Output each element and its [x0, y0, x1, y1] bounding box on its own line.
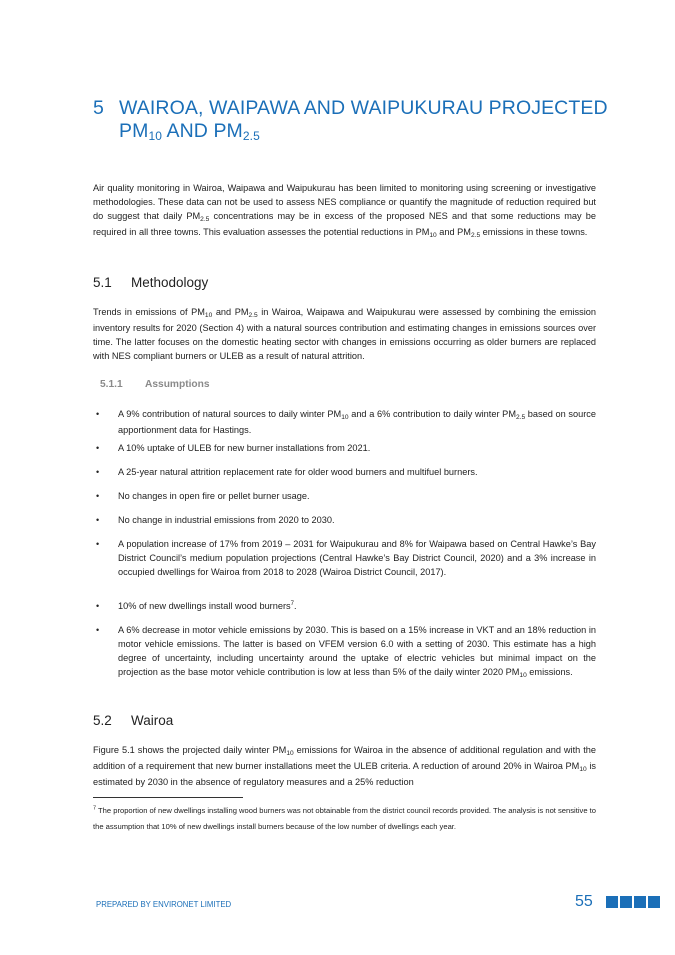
methodology-text-2: and PM: [212, 307, 249, 317]
intro-sub-1: 2.5: [200, 215, 210, 223]
assumption-1-sub-1: 10: [341, 413, 349, 421]
intro-text-1: Air quality monitoring in Wairoa, Waipawa and Waipukurau has been limited to monitoring using screening or investigative methodologies. These data can not be used to assess NES compliance or quantify the magnitude of reduction required but do suggest that daily PM: [93, 183, 596, 221]
assumption-item: [96, 407, 596, 437]
section-title-and: AND PM: [162, 120, 243, 142]
assumption-item: [96, 513, 596, 527]
footnote: [93, 803, 596, 834]
assumption-1-text-c: based on source apportionment data for Hastings.: [118, 409, 596, 435]
intro-text-2: concentrations may be in excess of the proposed NES and that some reductions may be required in all three towns. This evaluation assesses the potential reductions in PM: [93, 211, 596, 237]
assumption-7-text-a: 10% of new dwellings install wood burners: [118, 601, 291, 611]
bullet-icon: •: [96, 539, 100, 549]
bullet-icon: •: [96, 409, 100, 419]
page-number: 55: [575, 893, 593, 910]
methodology-sub-1: 10: [204, 311, 213, 319]
footer-square: [620, 896, 632, 908]
methodology-title: Methodology: [131, 275, 209, 290]
assumptions-heading: [100, 379, 210, 390]
assumption-item: [96, 537, 596, 579]
methodology-text-1: Trends in emissions of PM: [93, 307, 205, 317]
bullet-icon: •: [96, 491, 100, 501]
wairoa-sub-1: 10: [286, 749, 294, 757]
section-title-line1: WAIROA, WAIPAWA AND WAIPUKURAU PROJECTED: [119, 97, 608, 119]
intro-sub-2: 10: [429, 231, 437, 239]
section-title-pm: PM: [119, 120, 149, 142]
methodology-text-3: in Wairoa, Waipawa and Waipukurau were assessed by combining the emission inventory results for 2020 (Section 4) with a natural sources contribution and estimating changes in emissions sources over time. The latter focuses on the domestic heating sector with changes in emissions occurring as older burners are replaced with NES compliant burners or ULEB as a result of natural attrition.: [93, 307, 596, 361]
bullet-icon: •: [96, 443, 100, 453]
footer-prepared-by: PREPARED BY ENVIRONET LIMITED: [96, 900, 232, 909]
bullet-icon: •: [96, 601, 100, 611]
methodology-paragraph: [93, 305, 596, 363]
assumption-7-text-b: .: [293, 601, 297, 611]
assumption-4-text: No changes in open fire or pellet burner usage.: [118, 491, 310, 501]
wairoa-sub-2: 10: [579, 765, 587, 773]
section-title-sub1: 10: [148, 129, 163, 143]
bullet-icon: •: [96, 625, 100, 635]
bullet-icon: •: [96, 515, 100, 525]
wairoa-heading: [93, 713, 173, 728]
assumption-3-text: A 25-year natural attrition replacement rate for older wood burners and multifuel burners.: [118, 467, 478, 477]
wairoa-text-2: emissions for Wairoa in the absence of additional regulation and with the addition of a requirement that new burner installations meet the ULEB criteria. A reduction of around 20% in Wairoa PM: [93, 745, 596, 771]
assumption-8-sub: 10: [519, 671, 527, 679]
assumptions-title: Assumptions: [145, 379, 210, 390]
intro-text-3: and PM: [436, 227, 471, 237]
footer-square: [648, 896, 660, 908]
methodology-sub-2: 2.5: [248, 311, 258, 319]
section-title: [119, 97, 619, 145]
footer-decoration: [606, 896, 660, 908]
wairoa-text-1: Figure 5.1 shows the projected daily winter PM: [93, 745, 287, 755]
assumption-1-sub-2: 2.5: [515, 413, 526, 421]
assumption-1-text-b: and a 6% contribution to daily winter PM: [348, 409, 516, 419]
section-title-sub2: 2.5: [242, 129, 260, 143]
section-number: 5: [93, 97, 104, 119]
assumption-2-text: A 10% uptake of ULEB for new burner installations from 2021.: [118, 443, 371, 453]
footnote-reference[interactable]: 7: [290, 600, 294, 607]
assumption-item: [96, 465, 596, 479]
assumption-5-text: No change in industrial emissions from 2020 to 2030.: [118, 515, 335, 525]
assumption-item: [96, 441, 596, 455]
methodology-number: 5.1: [93, 275, 112, 290]
assumption-8-text-a: A 6% decrease in motor vehicle emissions by 2030. This is based on a 15% increase in VKT and an 18% reduction in motor vehicle emissions. The latter is based on VFEM version 6.0 with a setting of 2030. This estimate has a high degree of uncertainty, including uncertainty around the uptake of electric vehicles but minimal impact on the projection as the base motor vehicle contribution is low at less than 5% of the daily winter 2020 PM: [118, 625, 596, 677]
assumption-1-text-a: A 9% contribution of natural sources to daily winter PM: [118, 409, 342, 419]
intro-text-4: emissions in these towns.: [480, 227, 588, 237]
assumption-8-text-b: emissions.: [526, 667, 573, 677]
assumption-item: [96, 489, 596, 503]
footnote-text: The proportion of new dwellings installing wood burners was not obtainable from the district council records provided. The analysis is not sensitive to the assumption that 10% of new dwellings install burners because of the low number of dwellings each year.: [93, 806, 596, 831]
footnote-divider: [93, 797, 243, 798]
footnote-marker: 7: [93, 805, 97, 812]
intro-paragraph: [93, 181, 596, 241]
footer-square: [634, 896, 646, 908]
assumption-item: [96, 599, 596, 613]
wairoa-number: 5.2: [93, 713, 112, 728]
bullet-icon: •: [96, 467, 100, 477]
intro-sub-3: 2.5: [470, 231, 481, 239]
footer-square: [606, 896, 618, 908]
wairoa-paragraph: [93, 743, 596, 789]
wairoa-text-3: is estimated by 2030 in the absence of regulatory measures and a 25% reduction: [93, 761, 597, 787]
assumption-6-text: A population increase of 17% from 2019 – 2031 for Waipukurau and 8% for Waipawa based on Central Hawke’s Bay District Council’s medium population projections (Central Hawke’s Bay District Council, 2020) and a 3% increase in occupied dwellings for Wairoa from 2018 to 2028 (Wairoa District Council, 2017).: [118, 539, 596, 577]
wairoa-title: Wairoa: [131, 713, 174, 728]
assumption-item: [96, 623, 596, 681]
methodology-heading: [93, 275, 208, 290]
assumptions-number: 5.1.1: [100, 379, 123, 390]
